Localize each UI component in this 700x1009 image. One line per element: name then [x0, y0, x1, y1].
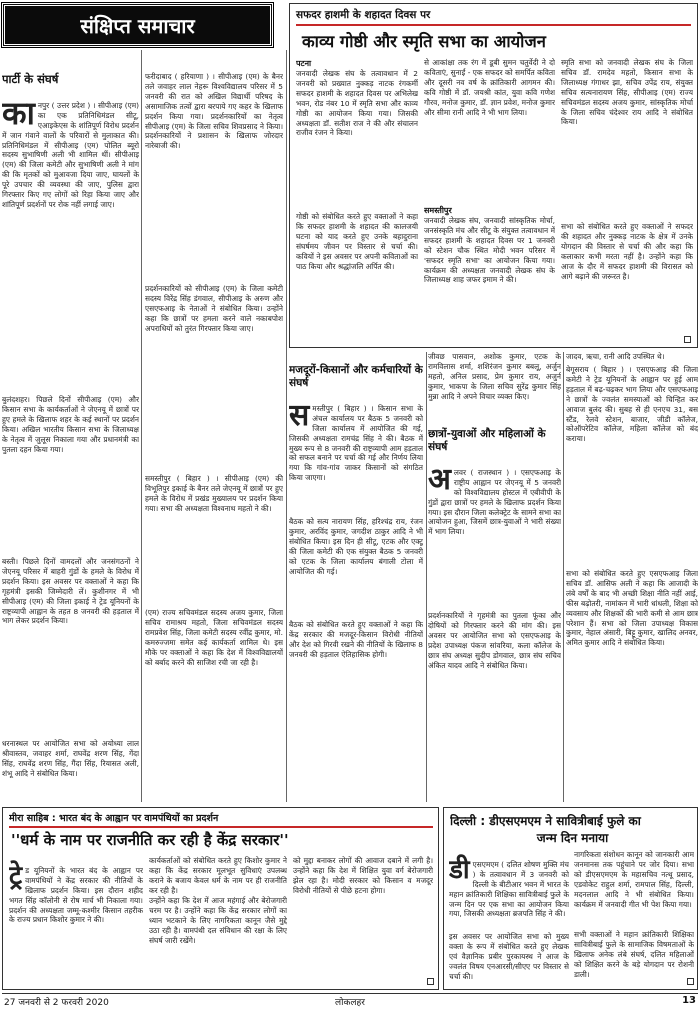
bottom-right-a2: इस अवसर पर आयोजित सभा को मुख्य वक्ता के रूप में संबोधित करते हुए लेखक एवं वैज्ञानिक प्रबीर पुरकायस्थ ने आज के ज्वलंत विषय एनआरसी/सीएए पर विस्तार से चर्चा की।	[449, 932, 569, 981]
mid-a1	[289, 394, 423, 514]
top-right-a2: गोष्ठी को संबोधित करते हुए वक्ताओं ने कहा कि सफदर हाशमी के शहादत की कालजयी घटना को याद करते हुए उनके बहादुराना संघर्षमय जीवन पर विस्तार से चर्चा की। कवियों ने इस अवसर पर अपनी कविताओं का पाठ किया और श्रद्धांजलि अर्पित की।	[296, 212, 418, 271]
page-number: 13	[682, 995, 696, 1006]
col4-a2: जादव, ऋचा, रानी आदि उपस्थित थे।	[566, 352, 665, 361]
top-right-a5: स्मृति सभा को जनवादी लेखक संघ के जिला सचिव डॉ. रामदेव महतो, किसान सभा के जिलाध्यक्ष गंगाधर झा, सचिव उपेंद्र राय, संयुक्त सचिव सत्यनारायण सिंह, सीपीआइ (एम) राज्य सचिवमंडल सदस्य अजय कुमार, सांस्कृतिक मोर्चा के जिला सचिव चंदेश्वर राय आदि ने संबोधित किया।	[561, 58, 693, 127]
left-body-2: बुलंदशहर। पिछले दिनों सीपीआइ (एम) और किसान सभा के कार्यकर्ताओं ने जेएनयू में छात्रों पर हुए हमले के खिलाफ शहर के कई स्थानों पर प्रदर्शन किया। अखिल भारतीय किसान सभा के जिलाध्यक्ष के नेतृत्व में जुलूस निकाला गया और प्रधानमंत्री का पुतला दहन किया गया।	[2, 395, 139, 454]
col2-body-1: फरीदाबाद ( हरियाणा ) । सीपीआइ (एम) के बैनर तले जवाहर लाल नेहरू विश्वविद्यालय परिसर में 5 जनवरी की रात को अखिल विद्यार्थी परिषद के असामाजिक तत्वों द्वारा बरपाये गए कहर के खिलाफ प्रदर्शन किया गया। प्रदर्शनकारियों का नेतृत्व सीपीआइ (एम) के जिला सचिव शिवप्रसाद ने किया। प्रदर्शनकारियों ने प्रशासन के खिलाफ जोरदार नारेबाजी की।	[145, 72, 283, 151]
mid-a2: बैठक को सत्य नारायण सिंह, हरिश्चंद्र राय, रंजन कुमार, अरविंद कुमार, जगदीश ठाकुर आदि ने भी संबोधित किया। इस दिन ही सीटू, एटक और एक्टू की जिला कमेटी की एक संयुक्त बैठक 5 जनवरी को एटक के जिला कार्यालय बंगाली टोला में आयोजित की गई।	[289, 517, 423, 576]
col2-article	[145, 50, 283, 802]
top-right-headline: काव्य गोष्ठी और स्मृति सभा का आयोजन	[302, 32, 546, 51]
bottom-right-headline-1: दिल्ली : डीएसएमएम ने सावित्रीबाई फुले का	[450, 814, 641, 828]
col2-body-3: (एम) राज्य सचिवमंडल सदस्य अजय कुमार, जिला सचिव रामाश्रय महतो, जिला सचिवमंडल सदस्य रामप्रवेश सिंह, जिला कमेटी सदस्य रवींद्र कुमार, मो. कमरुज्जमा समेत कई कार्यकर्ता शामिल थे। इस मौके पर वक्ताओं ने कहा कि देश में विश्वविद्यालयों को बर्बाद करने की साजिश रची जा रही है।	[145, 608, 283, 667]
col-divider-3	[426, 352, 427, 802]
bottom-right-a3: नागरिकता संशोधन कानून को जानकारी आम जनमानस तक पहुंचाने पर जोर दिया। सभा को डीएसएमएम के महासचिव नत्थू प्रसाद, एडवोकेट राहुल शर्मा, रामपाल सिंह, दिल्ली, मदनलाल आदि ने भी संबोधित किया। कार्यक्रम में जनवादी गीत भी पेश किया गया।	[574, 850, 694, 909]
col4-a1: जीवछ पासवान, अशोक कुमार, एटक के रामविलास शर्मा, शशिरंजन कुमार बबलू, अर्जुन महतो, अनिल प्रसाद, प्रेम कुमार राय, अजुर्न कुमार, भाकपा के जिला सचिव सुरेंद्र कुमार सिंह मुन्ना आदि ने अपने विचार व्यक्त किए।	[428, 352, 561, 401]
bottom-left-kicker: मीरा साहिब : भारत बंद के आह्वान पर वामपंथियों का प्रदर्शन	[9, 813, 219, 824]
col2-body-2: प्रदर्शनकारियों को सीपीआइ (एम) के जिला कमेटी सदस्य विरेंद्र सिंह डंगवाल, सीपीआइ के अरुण और एसएफआइ के नेताओं ने संबोधित किया। उन्होंने कहा कि छात्रों पर हमला करने वाले नकाबपोश अपराधियों को तुरंत गिरफ्तार किया जाए।	[145, 284, 283, 333]
bottom-right-headline-2: जन्म दिन मनाया	[536, 831, 609, 845]
footer-date: 27 जनवरी से 2 फरवरी 2020	[4, 998, 109, 1008]
mid-text-1: मस्तीपुर ( बिहार ) । किसान सभा के अंचल कार्यालय पर बैठक 5 जनवरी को जिला कार्यालय में आयोजित की गई, जिसकी अध्यक्षता रामचंद्र सिंह ने की। बैठक में मुख्य रूप से 8 जनवरी की राष्ट्रव्यापी आम हड़ताल को सफल बनाने पर चर्चा की गई और निर्णय लिया गया कि गांव-गांव जाकर किसानों को संगठित किया जाएगा।	[289, 403, 423, 483]
top-right-box	[289, 3, 698, 348]
bottom-left-text-1: ड यूनियनों के भारत बंद के आह्वान पर वामपंथियों ने केंद्र सरकार की नीतियों के खिलाफ प्रदर्शन किया। इस दौरान शहीद भगत सिंह कॉलोनी से रोष मार्च भी निकाला गया। प्रदर्शन की अध्यक्षता जम्मू-कश्मीर किसान तहरीक के राज्य प्रधान किशोर कुमार ने की।	[9, 865, 143, 925]
bottom-left-dropcap: ट्रे	[9, 860, 23, 891]
bottom-right-box	[443, 807, 698, 990]
col5-article	[566, 352, 698, 802]
col-divider-1	[141, 50, 142, 802]
bottom-right-a1	[449, 850, 569, 930]
top-right-col-c	[561, 58, 693, 346]
top-right-rule	[296, 24, 691, 26]
left-text-1: नपुर ( उत्तर प्रदेश ) । सीपीआइ (एम) का एक प्रतिनिधिमंडल सीटू, एआइकेएस के शांतिपूर्ण विरोध प्रदर्शन में जान गंवाने वालों के परिवारों से मुलाकात की। प्रतिनिधिमंडल में सीपीआइ (एम) पोलित ब्यूरो सदस्य सुभाषिणी अली भी शामिल थीं। सीपीआइ (एम) की जिला कमेटी और सुभाषिणी अली ने मांग की कि मृतकों को मुआवजा दिया जाए, घायलों के पूरे उपचार की व्यवस्था की जाए, पुलिस द्वारा गिरफ्तार किए गए लोगों को रिहा किया जाए और शांतिपूर्ण प्रदर्शनों पर रोक नहीं लगाई जाए।	[2, 100, 139, 209]
top-right-kicker: सफदर हाशमी के शहादत दिवस पर	[296, 9, 431, 21]
mid-headline: मजदूरों-किसानों और कर्मचारियों के संघर्ष	[289, 364, 423, 389]
col2-sub: समस्तीपुर ( बिहार ) । सीपीआइ (एम) की विभूतिपुर इकाई के बैनर तले जेएनयू में छात्रों पर हुए हमले के विरोध में प्रखंड मुख्यालय पर प्रदर्शन किया गया। सभा की अध्यक्षता विश्वनाथ महतो ने की।	[145, 474, 283, 513]
top-right-a3: से आकांक्षा तक रंग में डूबी सुमन चतुर्वेदी ने दो कविताएं, सुनाईं - एक सफदर को समर्पित कविता और दूसरी नव वर्ष के क्रांतिकारी आगमन की। कवि गोष्ठी में डॉ. जयश्री कांत, युवा कवि गणेश गौरव, मनोज कुमार, डॉ. ज्ञान प्रवेश, मनोज कुमार और सीमा रानी आदि ने भी भाग लिया।	[424, 58, 555, 117]
bottom-left-a1	[9, 856, 143, 976]
bottom-left-col-c	[293, 856, 433, 988]
bottom-left-rule	[9, 826, 433, 828]
bottom-left-box	[2, 807, 439, 990]
col-divider-2	[286, 50, 287, 802]
bottom-left-a2: कार्यकर्ताओं को संबोधित करते हुए किशोर कुमार ने कहा कि केंद्र सरकार मूलभूत सुविधाएं उपलब्ध कराने के बजाय केवल धर्म के नाम पर ही राजनीति कर रही है।	[149, 856, 287, 895]
bottom-left-a3: उन्होंने कहा कि देश में आज महंगाई और बेरोजगारी चरम पर है। उन्होंने कहा कि केंद्र सरकार लोगों का ध्यान भटकाने के लिए नागरिकता कानून जैसे मुद्दे उठा रही है। वामपंथी दल संविधान की रक्षा के लिए संघर्ष जारी रखेंगे।	[149, 896, 287, 945]
section-masthead	[2, 3, 273, 47]
bottom-left-col-b	[149, 856, 287, 988]
mid-article	[289, 352, 423, 802]
mid-dropcap: स	[289, 397, 310, 433]
mid-b2: प्रदर्शनकारियों ने गृहमंत्री का पुतला फूंका और दोषियों को गिरफ्तार करने की मांग की। इस अवसर पर आयोजित सभा को एसएफआइ के प्रदेश उपाध्यक्ष पंकज सांवरिया, कला कॉलेज के छात्र संघ अध्यक्ष सुदीप डोगवाल, छात्र संघ सचिव अंकित यादव आदि ने संबोधित किया।	[428, 611, 561, 670]
mid-dropcap-2: अ	[428, 461, 451, 497]
mid-b1	[428, 458, 561, 608]
left-body-1	[2, 91, 139, 391]
left-headline: पार्टी के संघर्ष	[2, 72, 59, 86]
top-right-a1: जनवादी लेखक संघ के तत्वावधान में 2 जनवरी को प्रख्यात नुक्कड़ नाटक रंगकर्मी सफदर हाशमी के शहादत दिवस पर अभिलेख भवन, रोड नंबर 10 में स्मृति सभा और काव्य गोष्ठी का आयोजन किया गया। जिसकी अध्यक्षता डॉ. सतीश राज ने की और संचालन राजीव रंजन ने किया।	[296, 69, 418, 138]
top-right-sub-patna: पटना	[296, 59, 312, 68]
bottom-left-a4: को मुद्दा बनाकर लोगों की आवाज दबाने में लगी है। उन्होंने कहा कि देश में शिक्षित युवा वर्ग बेरोजगारी झेल रहा है। मोदी सरकार को किसान व मजदूर विरोधी नीतियों से पीछे हटना होगा।	[293, 856, 433, 895]
bottom-right-text-1: एसएमएम ( दलित शोषण मुक्ति मंच ) के तत्वावधान में 3 जनवरी को दिल्ली के बीटीआर भवन में भारत के महान क्रांतिकारी शिक्षिका सावित्रीबाई फुले के जन्म दिन पर एक सभा का आयोजन किया गया, जिसकी अध्यक्षता ब्रजपति सिंह ने की।	[449, 859, 569, 919]
col4-a4: सभा को संबोधित करते हुए एसएफआइ जिला सचिव डॉ. आसिफ अली ने कहा कि आजादी के लंबे वर्षों के बाद भी अच्छी शिक्षा नीति नहीं आई, फीस बढ़ोतरी, नामांकन में भारी धांधली, शिक्षा को व्यवसाय और शिक्षकों की भारी कमी से आम छात्र परेशान हैं। सभा को जिला उपाध्यक्ष विकास कुमार, नेहाल अंसारी, बिट्टू कुमार, खालिद अनवर, अमित कुमार आदि ने संबोधित किया।	[566, 569, 698, 648]
bottom-right-col-a	[449, 850, 569, 988]
left-body-4: धरनास्थल पर आयोजित सभा को अयोध्या लाल श्रीवास्तव, जवाहर शर्मा, राघवेंद्र शरण सिंह, गेंदा सिंह, राघवेंद्र शरण सिंह, गैंदा सिंह, रियासत अली, शंभू आदि ने संबोधित किया।	[2, 739, 139, 778]
masthead-title: संक्षिप्त समाचार	[80, 13, 195, 38]
top-right-sub-samastipur: समस्तीपुर	[424, 206, 452, 215]
mid-text-b1: लवर ( राजस्थान ) । एसएफआइ के राष्ट्रीय आह्वान पर जेएनयू में 5 जनवरी को विश्वविद्यालय होस्टल में एबीवीपी के गुंडों द्वारा छात्रों पर हमले के खिलाफ प्रदर्शन किया गया। इस दौरान जिला कलेक्ट्रेट के सामने सभा का आयोजन हुआ, जिसमें छात्र-युवाओं ने भारी संख्या में भाग लिया।	[428, 467, 561, 537]
mid-headline-2: छात्रों-युवाओं और महिलाओं के संघर्ष	[428, 428, 546, 453]
end-mark-icon	[684, 336, 691, 343]
left-article	[2, 50, 139, 802]
end-mark-icon-3	[687, 978, 694, 985]
col4-a3: बेगूसराय ( बिहार ) । एसएफआइ की जिला कमेटी ने ट्रेड यूनियनों के आह्वान पर हुई आम हड़ताल में बढ़-चढ़कर भाग लिया और एसएफआइ ने छात्रों के ज्वलंत समस्याओं को चिन्हित कर आवाज बुलंद की। सुबह से ही एनएच 31, बस स्टैंड, रेलवे स्टेशन, बाजार, जीडी कॉलेज, कोऑपरेटिव कॉलेज, महिला कॉलेज को बंद कराया।	[566, 365, 698, 444]
bottom-right-a4: सभी वक्ताओं ने महान क्रांतिकारी शिक्षिका सावित्रीबाई फुले के सामाजिक विषमताओं के खिलाफ अनेक लंबे संघर्ष, दलित महिलाओं को शिक्षित करने के बड़े योगदान पर रोशनी डाली।	[574, 930, 694, 979]
col4-article	[428, 352, 561, 802]
footer-publication: लोकलहर	[335, 998, 365, 1008]
left-dropcap: का	[2, 93, 35, 132]
col-divider-4	[563, 352, 564, 802]
top-right-a6: सभा को संबोधित करते हुए वक्ताओं ने सफदर की शहादत और नुक्कड़ नाटक के क्षेत्र में उनके योगदान की विस्तार से चर्चा की और कहा कि कलाकार कभी मरता नहीं है। उन्होंने कहा कि आज के दौर में सफदर हाशमी की विरासत को आगे बढ़ाने की जरूरत है।	[561, 222, 693, 281]
bottom-right-col-b	[574, 850, 694, 988]
mid-a3: बैठक को संबोधित करते हुए वक्ताओं ने कहा कि केंद्र सरकार की मजदूर-किसान विरोधी नीतियों और देश को गिरवी रखने की नीतियों के खिलाफ 8 जनवरी की हड़ताल ऐतिहासिक होगी।	[289, 620, 423, 659]
bottom-right-dropcap: डी	[449, 854, 470, 885]
bottom-left-headline: ''धर्म के नाम पर राजनीति कर रही है केंद्र सरकार''	[11, 831, 289, 849]
top-right-col-a	[296, 58, 418, 346]
footer-rule	[2, 993, 698, 994]
top-right-col-b	[424, 58, 555, 346]
top-right-a4: जनवादी लेखक संघ, जनवादी सांस्कृतिक मोर्चा, जनसंस्कृति मंच और सीटू के संयुक्त तत्वावधान में सफदर हाशमी के शहादत दिवस पर 1 जनवरी को स्टेशन चौक स्थित मोदी भवन परिसर में 'सफदर स्मृति सभा' का आयोजन किया गया। कार्यक्रम की अध्यक्षता जनवादी लेखक संघ के जिलाध्यक्ष शाह जफर इमाम ने की।	[424, 216, 555, 285]
end-mark-icon-2	[427, 978, 434, 985]
left-body-3: बस्ती। पिछले दिनों वामदलों और जनसंगठनों ने जेएनयू परिसर में बाहरी गुंडों के हमले के विरोध में प्रदर्शन किया। इस अवसर पर वक्ताओं ने कहा कि गृहमंत्री इसकी जिम्मेदारी लें। कुशीनगर में भी सीपीआइ (एम) की जिला इकाई ने ट्रेड यूनियनों के राष्ट्रव्यापी आह्वान के तहत 8 जनवरी की हड़ताल में भाग लेकर प्रदर्शन किया।	[2, 557, 139, 626]
bottom-left-col-a	[9, 856, 143, 988]
